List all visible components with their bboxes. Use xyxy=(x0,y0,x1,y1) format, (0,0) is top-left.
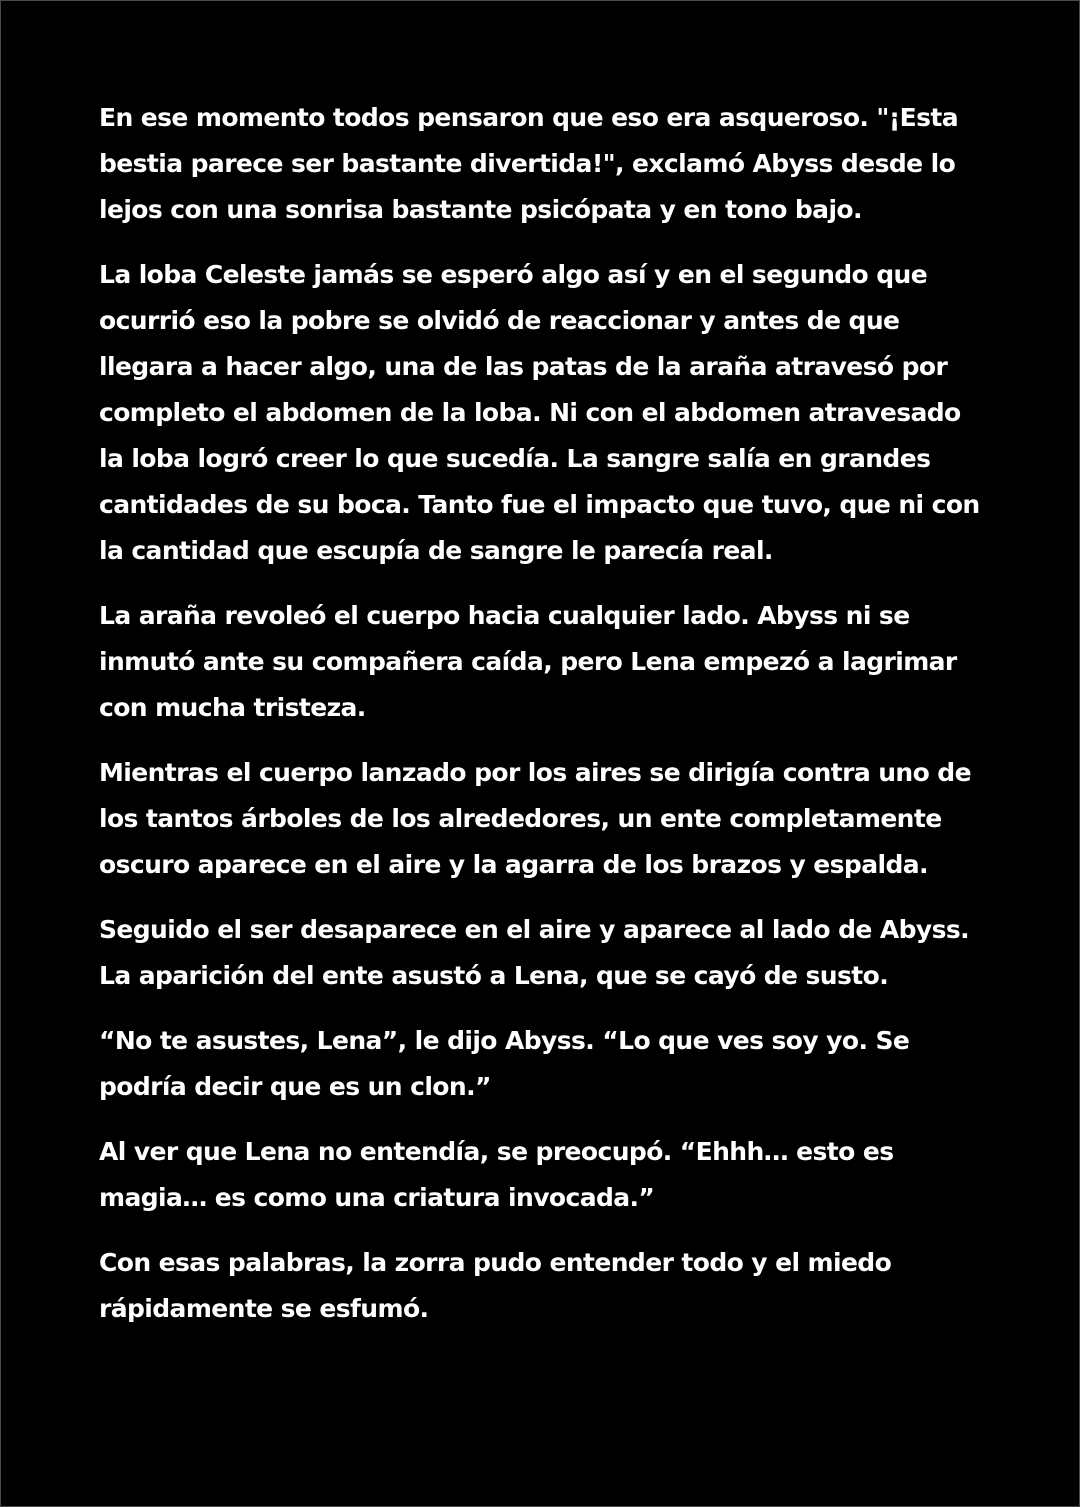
text-line: magia… es como una criatura invocada.” xyxy=(99,1183,655,1212)
text-line: La aparición del ente asustó a Lena, que se cayó de susto. xyxy=(99,961,889,990)
text-line: La loba Celeste jamás se esperó algo así y en el segundo que xyxy=(99,260,928,289)
text-line: oscuro aparece en el aire y la agarra de los brazos y espalda. xyxy=(99,850,928,879)
text-line: Mientras el cuerpo lanzado por los aires se dirigía contra uno de xyxy=(99,758,971,787)
text-line: En ese momento todos pensaron que eso era asqueroso. "¡Esta xyxy=(99,103,959,132)
paragraph xyxy=(99,907,999,999)
paragraph xyxy=(99,593,999,731)
text-line: bestia parece ser bastante divertida!", exclamó Abyss desde lo xyxy=(99,149,956,178)
text-line: llegara a hacer algo, una de las patas de la araña atravesó por xyxy=(99,352,948,381)
text-line: Al ver que Lena no entendía, se preocupó. “Ehhh… esto es xyxy=(99,1137,894,1166)
story-text xyxy=(99,95,999,1351)
text-line: la cantidad que escupía de sangre le parecía real. xyxy=(99,536,773,565)
text-line: la loba logró creer lo que sucedía. La sangre salía en grandes xyxy=(99,444,931,473)
paragraph xyxy=(99,750,999,888)
text-line: La araña revoleó el cuerpo hacia cualquier lado. Abyss ni se xyxy=(99,601,910,630)
text-line: “No te asustes, Lena”, le dijo Abyss. “Lo que ves soy yo. Se xyxy=(99,1026,910,1055)
text-line: los tantos árboles de los alrededores, un ente completamente xyxy=(99,804,942,833)
text-line: cantidades de su boca. Tanto fue el impacto que tuvo, que ni con xyxy=(99,490,980,519)
paragraph xyxy=(99,252,999,574)
text-line: podría decir que es un clon.” xyxy=(99,1072,491,1101)
paragraph xyxy=(99,1129,999,1221)
text-line: Seguido el ser desaparece en el aire y aparece al lado de Abyss. xyxy=(99,915,970,944)
text-line: ocurrió eso la pobre se olvidó de reaccionar y antes de que xyxy=(99,306,900,335)
paragraph xyxy=(99,95,999,233)
text-line: inmutó ante su compañera caída, pero Lena empezó a lagrimar xyxy=(99,647,957,676)
text-line: Con esas palabras, la zorra pudo entender todo y el miedo xyxy=(99,1248,892,1277)
text-line: lejos con una sonrisa bastante psicópata y en tono bajo. xyxy=(99,195,862,224)
paragraph xyxy=(99,1018,999,1110)
text-line: con mucha tristeza. xyxy=(99,693,366,722)
text-line: completo el abdomen de la loba. Ni con el abdomen atravesado xyxy=(99,398,961,427)
paragraph xyxy=(99,1240,999,1332)
text-line: rápidamente se esfumó. xyxy=(99,1294,429,1323)
